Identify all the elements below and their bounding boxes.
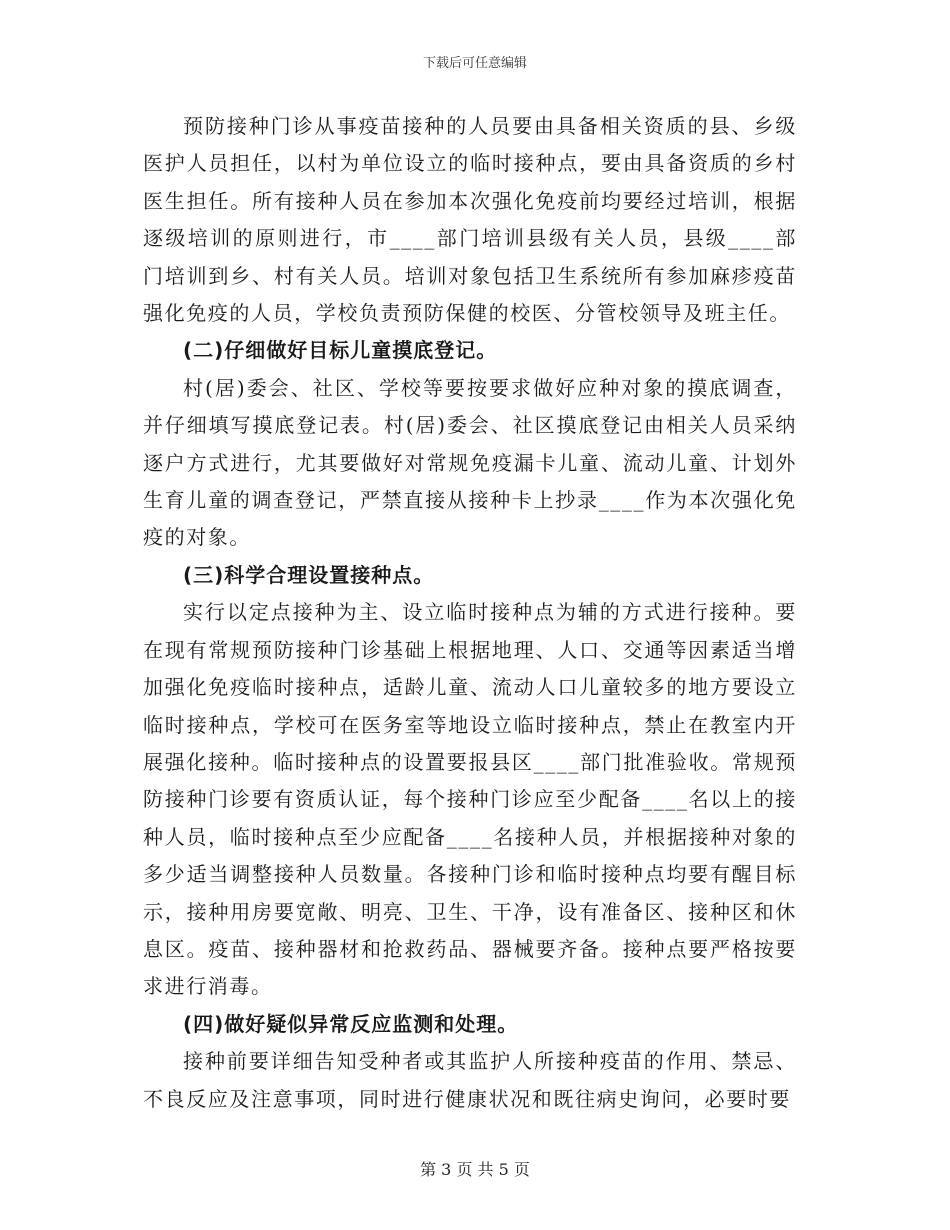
page-header: 下载后可任意编辑	[422, 56, 527, 71]
body-paragraph: 实行以定点接种为主、设立临时接种点为辅的方式进行接种。要在现有常规预防接种门诊基础上根据地理、人口、交通等因素适当增加强化免疫临时接种点，适龄儿童、流动人口儿童较多的地方要设立临时接种点，学校可在医务室等地设立临时接种点，禁止在教室内开展强化接种。临时接种点的设置要报县区____部门批准验收。常规预防接种门诊要有资质认证，每个接种门诊应至少配备____名以上的接种人员，临时接种点至少应配备____名接种人员，并根据接种对象的多少适当调整接种人员数量。各接种门诊和临时接种点均要有醒目标示，接种用房要宽敞、明亮、卫生、干净，设有准备区、接种区和休息区。疫苗、接种器材和抢救药品、器械要齐备。接种点要严格按要求进行消毒。	[143, 600, 797, 999]
document-body	[143, 108, 797, 1118]
section-heading: (四)做好疑似异常反应监测和处理。	[183, 1011, 519, 1036]
section-heading: (二)仔细做好目标儿童摸底登记。	[183, 338, 498, 363]
page-footer: 第 3 页 共 5 页	[420, 1160, 530, 1179]
body-paragraph: 村(居)委会、社区、学校等要按要求做好应种对象的摸底调查，并仔细填写摸底登记表。村(居)委会、社区摸底登记由相关人员采纳逐户方式进行，尤其要做好对常规免疫漏卡儿童、流动儿童、计划外生育儿童的调查登记，严禁直接从接种卡上抄录____作为本次强化免疫的对象。	[143, 375, 797, 550]
section-heading: (三)科学合理设置接种点。	[183, 562, 435, 587]
body-paragraph: 预防接种门诊从事疫苗接种的人员要由具备相关资质的县、乡级医护人员担任，以村为单位设立的临时接种点，要由具备资质的乡村医生担任。所有接种人员在参加本次强化免疫前均要经过培训，根据逐级培训的原则进行，市____部门培训县级有关人员，县级____部门培训到乡、村有关人员。培训对象包括卫生系统所有参加麻疹疫苗强化免疫的人员，学校负责预防保健的校医、分管校领导及班主任。	[143, 114, 797, 326]
body-paragraph: 接种前要详细告知受种者或其监护人所接种疫苗的作用、禁忌、不良反应及注意事项，同时进行健康状况和既往病史询问，必要时要	[143, 1049, 797, 1111]
